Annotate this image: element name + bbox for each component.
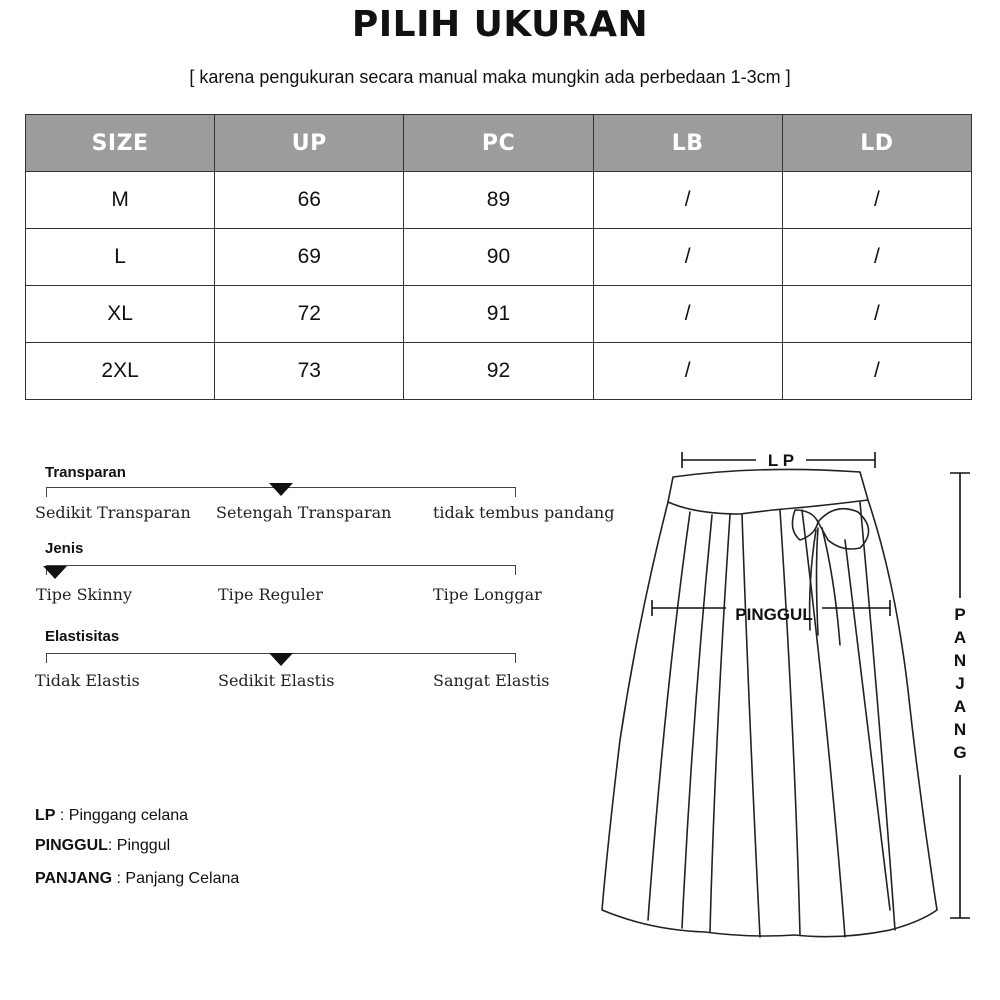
table-row	[26, 343, 972, 400]
length-label-letter: N	[953, 720, 967, 739]
cell-up: 73	[215, 343, 404, 400]
header-pc: PC	[404, 115, 593, 172]
cell-ld: /	[782, 286, 971, 343]
skirt-pleat	[710, 515, 730, 932]
cell-up: 66	[215, 172, 404, 229]
cell-ld: /	[782, 172, 971, 229]
size-chart-table	[25, 114, 972, 400]
cell-pc: 92	[404, 343, 593, 400]
measurement-note: [ karena pengukuran secara manual maka mungkin ada perbedaan 1-3cm ]	[189, 67, 791, 87]
scale-tick	[515, 653, 516, 663]
skirt-waistband	[668, 469, 868, 514]
scale-tick	[46, 487, 47, 497]
skirt-pleat	[860, 502, 895, 930]
scale-option: Tipe Longgar	[433, 585, 542, 604]
header-size: SIZE	[26, 115, 215, 172]
scale-elastisitas	[0, 628, 620, 698]
legend-pinggul	[35, 837, 170, 855]
scale-transparan	[0, 464, 620, 534]
length-label-letter: A	[953, 628, 967, 647]
scale-option: Setengah Transparan	[216, 503, 392, 522]
header-lb: LB	[593, 115, 782, 172]
legend-value: Panjang Celana	[125, 870, 240, 887]
scale-option: Sedikit Transparan	[35, 503, 191, 522]
table-row	[26, 172, 972, 229]
skirt-pleat	[682, 515, 712, 928]
scale-option: Sangat Elastis	[433, 671, 550, 690]
length-label-letter: A	[953, 697, 967, 716]
length-label-letter: J	[955, 674, 965, 693]
length-label-letter: N	[953, 651, 967, 670]
scale-line	[46, 565, 516, 566]
scale-title: Jenis	[45, 540, 84, 557]
cell-up: 72	[215, 286, 404, 343]
header-up: UP	[215, 115, 404, 172]
cell-ld: /	[782, 229, 971, 286]
scale-marker	[43, 566, 67, 579]
legend-key: PANJANG	[35, 870, 113, 887]
hip-label: PINGGUL	[735, 605, 813, 624]
scale-option: Tipe Skinny	[36, 585, 133, 604]
scale-title: Transparan	[45, 464, 126, 481]
scale-title: Elastisitas	[45, 628, 120, 645]
skirt-pleat	[742, 515, 760, 937]
scale-marker	[269, 653, 293, 666]
skirt-pleat	[780, 510, 800, 935]
table-header-row	[26, 115, 972, 172]
header-ld: LD	[782, 115, 971, 172]
legend-key: PINGGUL	[35, 837, 108, 854]
cell-pc: 89	[404, 172, 593, 229]
skirt-pleat	[802, 510, 845, 937]
scale-option: tidak tembus pandang	[433, 503, 615, 522]
cell-pc: 91	[404, 286, 593, 343]
scale-jenis	[0, 540, 620, 610]
skirt-pleat	[648, 512, 690, 920]
length-label-letter: P	[954, 605, 966, 624]
cell-lb: /	[593, 229, 782, 286]
scale-marker	[269, 483, 293, 496]
scale-tick	[515, 565, 516, 575]
legend-value: Pinggang celana	[68, 807, 189, 824]
legend-value: Pinggul	[116, 837, 171, 854]
cell-lb: /	[593, 343, 782, 400]
cell-size: 2XL	[26, 343, 215, 400]
length-label-letter: G	[953, 743, 967, 762]
table-row	[26, 286, 972, 343]
cell-size: XL	[26, 286, 215, 343]
cell-lb: /	[593, 286, 782, 343]
page-title: PILIH UKURAN	[351, 4, 649, 45]
scale-option: Tidak Elastis	[35, 671, 140, 690]
legend-sep: :	[55, 807, 69, 824]
legend-sep: :	[107, 837, 117, 854]
cell-pc: 90	[404, 229, 593, 286]
cell-ld: /	[782, 343, 971, 400]
scale-option: Tipe Reguler	[218, 585, 323, 604]
waist-label: L P	[767, 451, 795, 470]
scale-tick	[515, 487, 516, 497]
cell-lb: /	[593, 172, 782, 229]
cell-size: L	[26, 229, 215, 286]
skirt-measurement-diagram	[590, 440, 990, 955]
table-row	[26, 229, 972, 286]
legend-panjang	[35, 870, 239, 888]
skirt-bow-ties	[817, 528, 819, 635]
cell-size: M	[26, 172, 215, 229]
scale-tick	[46, 653, 47, 663]
cell-up: 69	[215, 229, 404, 286]
legend-lp	[35, 807, 188, 825]
legend-sep: :	[112, 870, 126, 887]
skirt-pleat	[845, 540, 890, 910]
scale-option: Sedikit Elastis	[218, 671, 335, 690]
legend-key: LP	[35, 807, 56, 824]
